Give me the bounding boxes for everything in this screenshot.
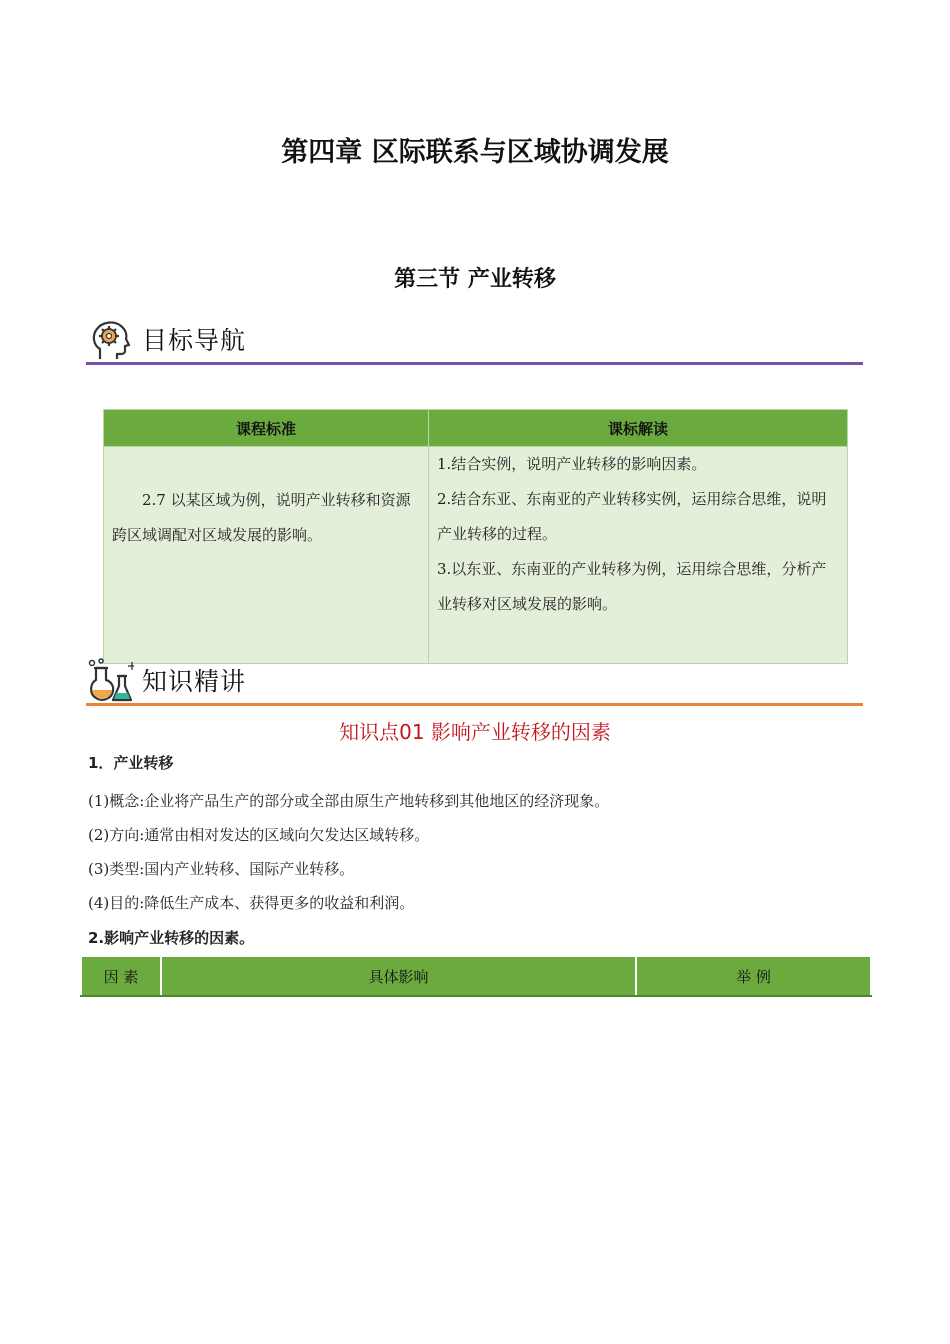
standards-header-standard: 课程标准	[104, 410, 429, 447]
head-gear-icon	[88, 317, 134, 363]
factor-header-factor: 因 素	[81, 957, 161, 996]
heading-industry-transfer: 1．产业转移	[88, 754, 174, 772]
knowledge-banner-divider	[86, 703, 863, 706]
knowledge-point-title: 知识点01 影响产业转移的因素	[339, 720, 611, 744]
heading-factors: 2.影响产业转移的因素。	[88, 929, 255, 947]
flask-icon	[88, 658, 134, 704]
goal-banner	[86, 315, 863, 365]
goal-banner-divider	[86, 362, 863, 365]
interpretation-cell	[429, 447, 848, 664]
direction-item: (2)方向:通常由相对发达的区域向欠发达区域转移。	[88, 826, 430, 844]
factor-header-impact: 具体影响	[161, 957, 636, 996]
interpretation-item: 1.结合实例，说明产业转移的影响因素。	[437, 455, 707, 473]
standards-table	[103, 409, 848, 664]
section-title: 第三节 产业转移	[394, 267, 556, 292]
interpretation-item: 2.结合东亚、东南亚的产业转移实例，运用综合思维，说明产业转移的过程。	[437, 490, 827, 543]
interpretation-item: 3.以东亚、东南亚的产业转移为例，运用综合思维，分析产业转移对区域发展的影响。	[437, 560, 827, 613]
standard-text: 2.7 以某区域为例，说明产业转移和资源跨区域调配对区域发展的影响。	[104, 447, 429, 664]
purpose-item: (4)目的:降低生产成本、获得更多的收益和利润。	[88, 894, 415, 912]
type-item: (3)类型:国内产业转移、国际产业转移。	[88, 860, 355, 878]
factor-table	[80, 957, 872, 997]
chapter-title: 第四章 区际联系与区域协调发展	[281, 137, 669, 168]
knowledge-banner	[86, 656, 863, 706]
knowledge-banner-label: 知识精讲	[142, 667, 247, 696]
goal-banner-label: 目标导航	[142, 326, 247, 355]
concept-item: (1)概念:企业将产品生产的部分或全部由原生产地转移到其他地区的经济现象。	[88, 792, 610, 810]
standards-header-interpretation: 课标解读	[429, 410, 848, 447]
factor-header-example: 举 例	[636, 957, 871, 996]
